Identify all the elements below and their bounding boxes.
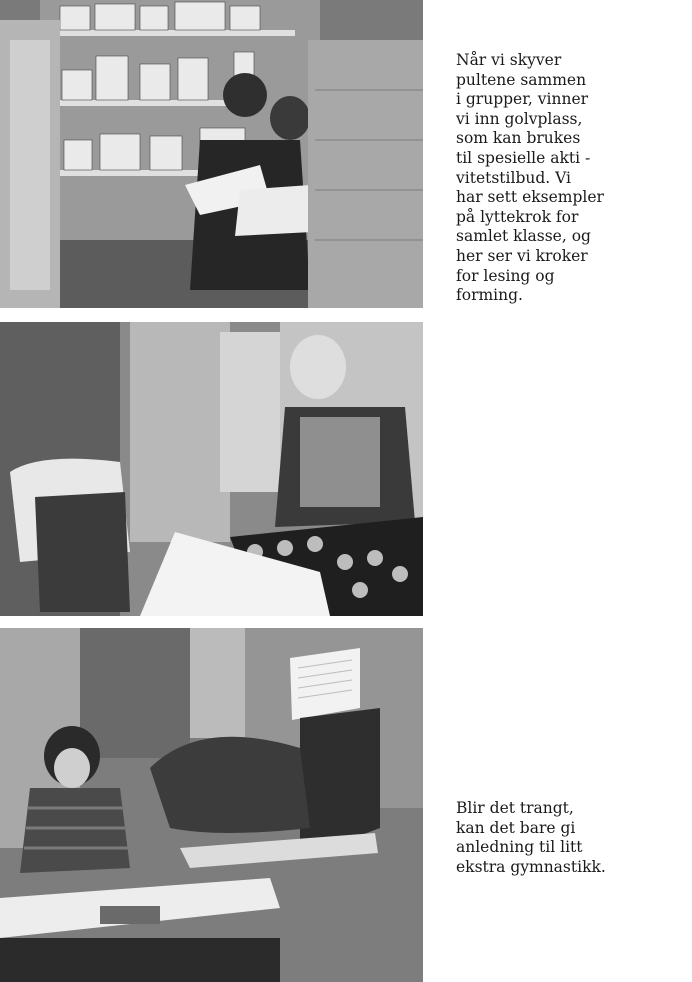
caption-line: pultene sammen [456, 70, 587, 89]
caption-line: til spesielle akti - [456, 148, 591, 167]
photo-reading-corner [0, 0, 423, 308]
caption-line: har sett eksempler [456, 188, 604, 207]
caption-line: anledning til litt [456, 838, 583, 857]
photo-craft-corner-image [0, 322, 423, 616]
caption-line: i grupper, vinner [456, 90, 589, 109]
caption-line: for lesing og [456, 266, 555, 285]
caption-line: samlet klasse, og [456, 227, 591, 246]
photo-craft-corner [0, 322, 423, 616]
caption-gymnastics [456, 799, 656, 877]
caption-line: forming. [456, 286, 523, 305]
caption-line: som kan brukes [456, 129, 581, 148]
caption-line: her ser vi kroker [456, 246, 588, 265]
photo-gymnastics-image [0, 628, 423, 982]
caption-line: på lyttekrok for [456, 207, 579, 226]
caption-line: vi inn golvplass, [456, 109, 583, 128]
caption-line: kan det bare gi [456, 818, 576, 837]
caption-line: Blir det trangt, [456, 799, 574, 817]
photo-reading-corner-image [0, 0, 423, 308]
caption-group-desks [456, 51, 656, 306]
photo-gymnastics [0, 628, 423, 982]
caption-line: Når vi skyver [456, 51, 562, 69]
caption-line: vitetstilbud. Vi [456, 168, 572, 187]
caption-line: ekstra gymnastikk. [456, 857, 606, 876]
